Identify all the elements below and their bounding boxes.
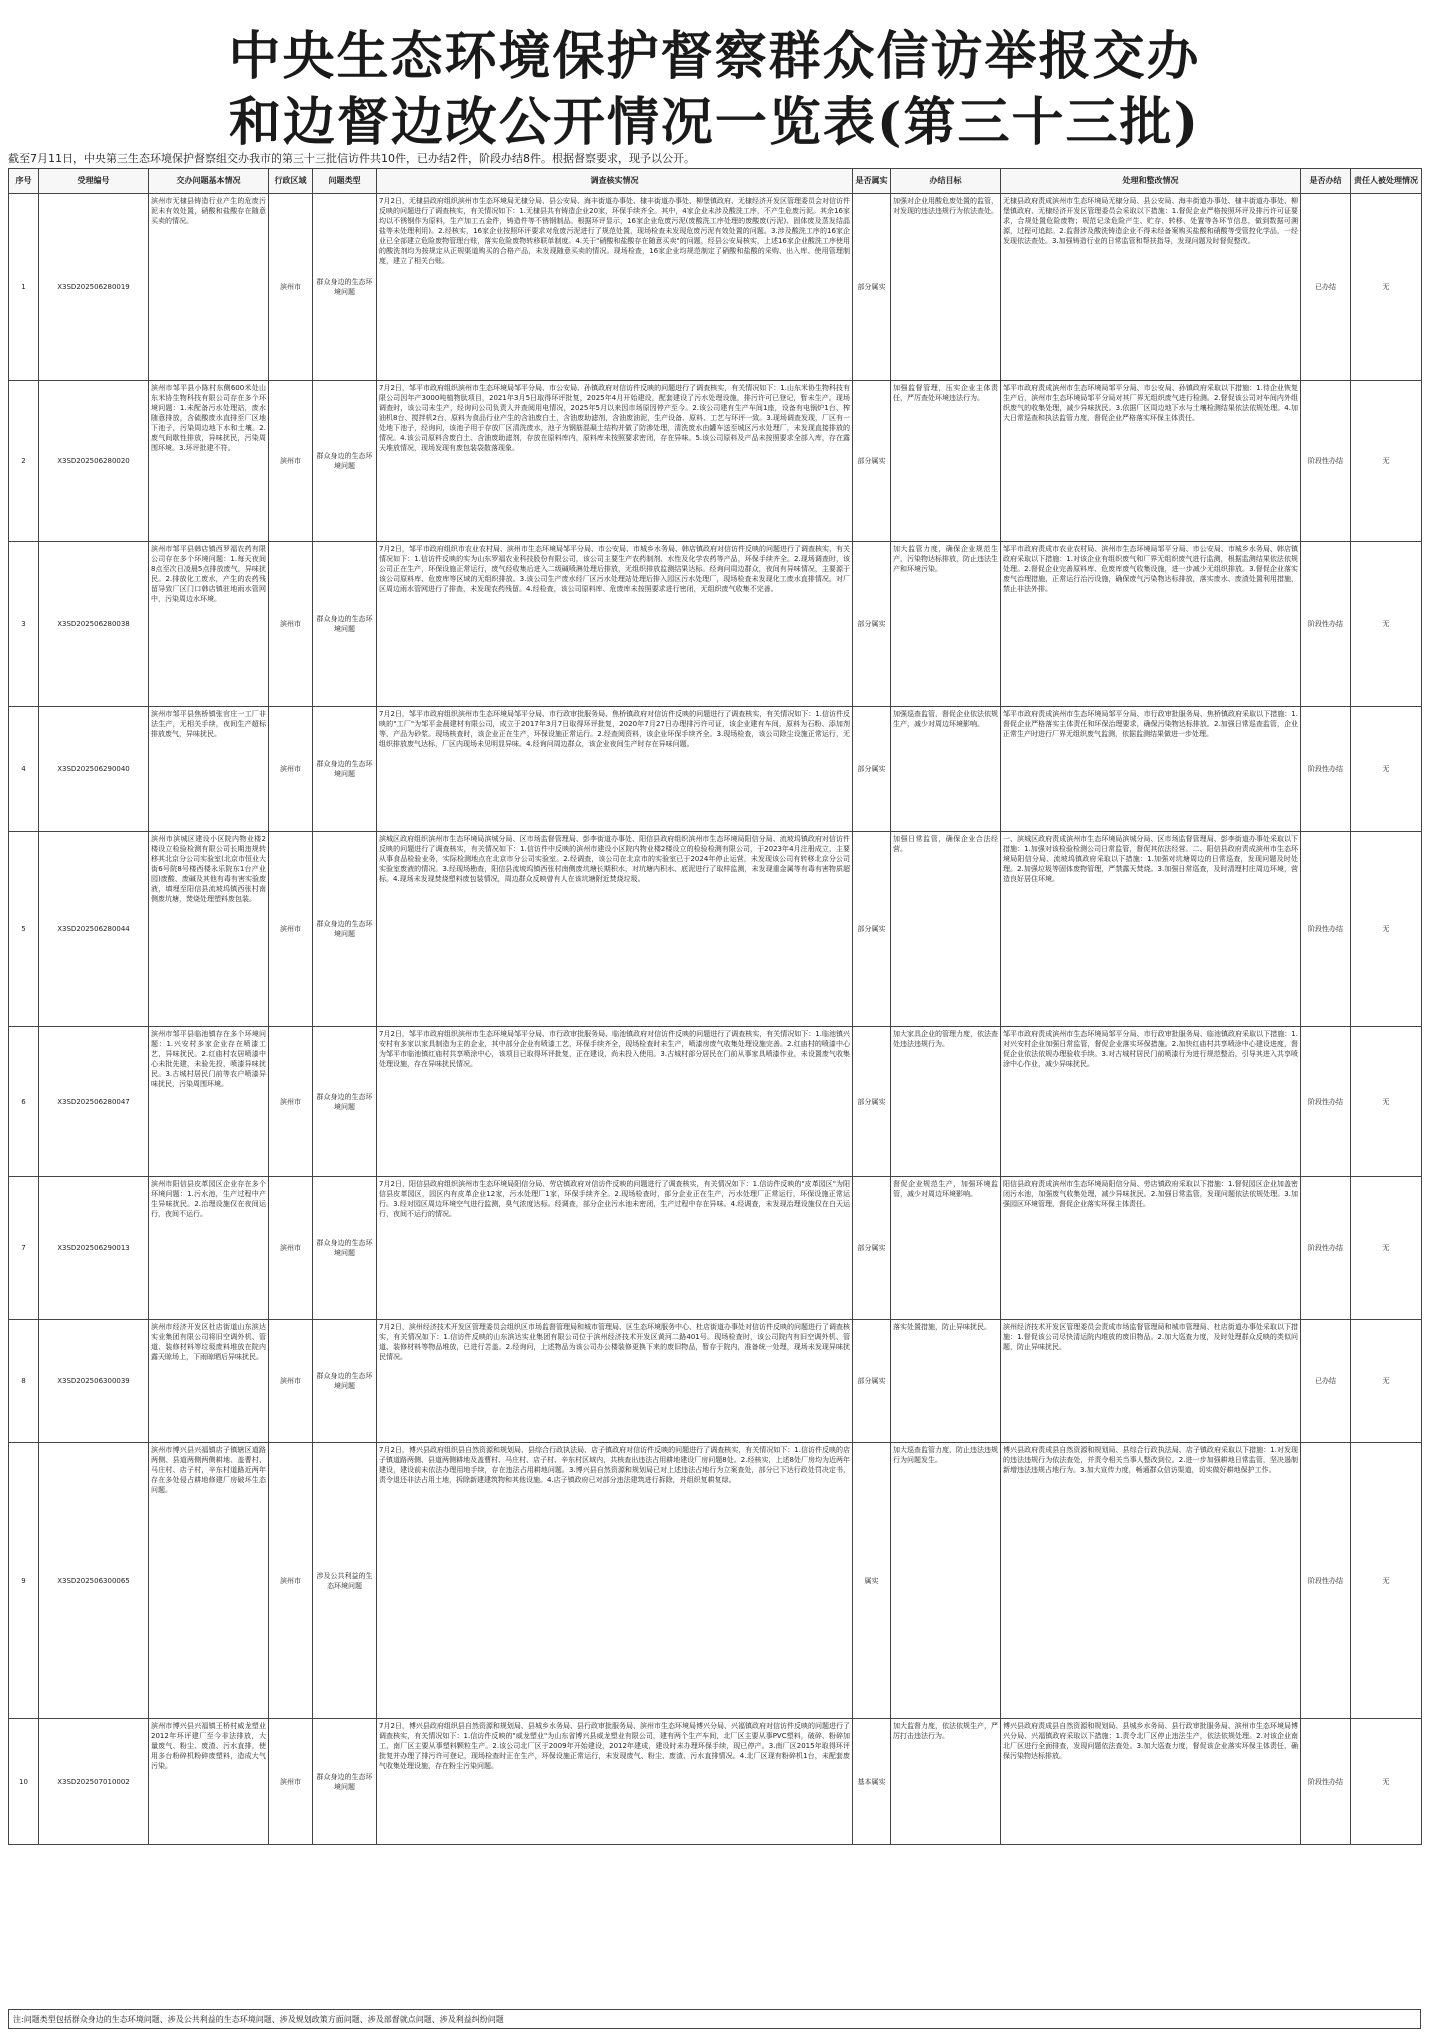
row-verified: 部分属实 [857, 620, 886, 628]
row-closed: 阶段性办结 [1308, 765, 1343, 773]
table-row [9, 542, 1422, 707]
row-verified: 部分属实 [857, 1097, 886, 1106]
row-code: X3SD202506280044 [57, 925, 130, 933]
col-accountable: 责任人被处理情况 [1351, 169, 1422, 194]
col-type: 问题类型 [313, 169, 377, 194]
row-accountable: 无 [1382, 457, 1390, 465]
row-closed-cell [1301, 381, 1351, 542]
row-closed: 阶段性办结 [1308, 925, 1343, 933]
row-issue: 滨州市邹平县临池镇存在多个环境问题：1.兴安村多家企业存在喷漆工艺，异味扰民。2.红庙村农居喷漆中心未批先建，未验先投，喷漆异味扰民。3.古城村居民门前等农户喷漆异味扰民，污染周围环境。 [151, 1030, 266, 1088]
row-seq-cell [9, 542, 39, 707]
row-district: 滨州市 [280, 1377, 301, 1385]
row-code-cell [39, 1320, 149, 1443]
row-investigation: 7月2日，博兴县政府组织县自然资源和规划局、县综合行政执法局、店子镇政府对信访件反映的问题进行了调查核实，有关情况如下：1.信访件反映的店子镇道路两侧、县道两侧耕地及盖曹村、马庄村、店子村、辛东村区域内，共核查出违法占用耕地建设厂房问题8处。2.经核实，上述8处厂房均为近两年建设，建设前未依法办理用地手续，存在违法占用耕地问题。3.博兴县自然资源和规划局已对上述违法占地行为立案查处，部分已下达行政处罚决定书，责令退还非法占用土地，拆除新建建筑物和其他设施。4.店子镇政府已对部分违法建筑进行拆除，并组织复耕复绿。 [379, 1446, 850, 1484]
row-district-cell [269, 194, 313, 381]
row-investigation-cell [377, 707, 853, 832]
col-district: 行政区域 [269, 169, 313, 194]
row-closed: 阶段性办结 [1308, 457, 1343, 465]
row-code-cell [39, 707, 149, 832]
row-goal-cell [891, 542, 1001, 707]
row-issue: 滨州市邹平县焦桥镇张官庄一工厂非法生产，无相关手续，夜间生产超标排放废气，异味扰民。 [151, 710, 266, 738]
col-seq: 序号 [9, 169, 39, 194]
row-code-cell [39, 1719, 149, 1845]
row-issue: 滨州市博兴县兴福镇店子镇辖区道路两侧、县道两侧两侧耕地、盖曹村、马庄村、店子村，辛东村道路近两年存在多处侵占耕地修建厂房破坏生态问题。 [151, 1446, 266, 1494]
row-accountable-cell [1351, 542, 1422, 707]
row-code: X3SD202506280047 [57, 1097, 130, 1106]
row-issue-cell [149, 194, 269, 381]
row-verified: 属实 [864, 1576, 879, 1585]
row-goal: 加大监督力度，依法依规生产，严厉打击违法行为。 [893, 1722, 998, 1740]
row-accountable-cell [1351, 1443, 1422, 1719]
row-accountable-cell [1351, 194, 1422, 381]
row-investigation: 7月2日，邹平市政府组织市农业农村局、滨州市生态环境局邹平分局、市公安局、市城乡水务局、韩店镇政府对信访件反映的问题进行了调查核实，有关情况如下：1.信访件反映的实为山东罗福农业科技股份有限公司，该公司主要生产农药制剂、水性及化学农药等产品，环保手续齐全。2.现场调查时，该公司正在生产，环保设施正常运行，废气经收集后进入二级碱喷淋处理后排放，无组织排放监测结果达标。经询问周边群众，夜间有异味情况，主要源于该公司原料库、危废库等区域的无组织排放。3.该公司生产废水经厂区污水处理站处理后排入园区污水处理厂，现场检查未发现化工废水直排情况。对厂区周边雨水管网进行了排查，未发现农药残留。4.经检查，该公司原料库、危废库未按照要求进行密闭，无组织废气收集不完善。 [379, 545, 850, 593]
row-goal: 加大家具企业的管理力度，依法查处违法违规行为。 [893, 1030, 998, 1048]
col-code: 受理编号 [39, 169, 149, 194]
row-investigation-cell [377, 1027, 853, 1177]
row-code: X3SD202506280019 [57, 283, 130, 291]
row-accountable: 无 [1382, 283, 1390, 291]
row-investigation: 7月2日，博兴县政府组织县自然资源和规划局、县城乡水务局、县行政审批服务局、滨州市生态环境局博兴分局、兴福镇政府对信访件反映的问题进行了调查核实，有关情况如下：1.信访件反映的"威龙塑业"为山东省博兴县威龙塑业有限公司，建有两个生产车间，北厂区主要从事PVC塑料，破碎、粉碎加工，南厂区主要从事塑料颗粒生产。2.该公司北厂区于2009年开始建设，2012年建成，建设时未办理环保手续，现已停产。3.南厂区2015年取得环评批复并办理了排污许可登记，现场检查时正在生产，环保设施正常运行，未发现废气、粉尘、废渣、污水直排情况。4.北厂区现有粉碎机1台，未配套废气收集处理设施，存在粉尘污染问题。 [379, 1722, 850, 1770]
row-seq-cell [9, 1719, 39, 1845]
row-issue: 滨州市经济开发区杜店街道山东滨达实业集团有限公司将旧空调外机、管道、装修材料等垃圾废料堆放在院内露天晾场上，下雨晾晒后异味扰民。 [151, 1323, 266, 1361]
row-code: X3SD202506300065 [57, 1576, 130, 1585]
row-seq: 7 [21, 1244, 26, 1252]
row-type: 群众身边的生态环境问题 [316, 1372, 373, 1390]
row-type: 群众身边的生态环境问题 [316, 1772, 373, 1791]
col-closed: 是否办结 [1301, 169, 1351, 194]
row-accountable: 无 [1382, 1097, 1390, 1106]
table-row [9, 1027, 1422, 1177]
table-row [9, 1320, 1422, 1443]
row-type-cell [313, 194, 377, 381]
row-goal: 加大监管力度，确保企业规范生产，污染物达标排放，防止违法生产和环境污染。 [893, 545, 998, 573]
row-verified-cell [853, 1719, 891, 1845]
row-closed: 阶段性办结 [1308, 620, 1343, 628]
row-closed: 阶段性办结 [1308, 1097, 1343, 1106]
row-district-cell [269, 1320, 313, 1443]
row-verified-cell [853, 381, 891, 542]
row-seq-cell [9, 1177, 39, 1320]
row-district-cell [269, 832, 313, 1027]
row-verified: 部分属实 [857, 765, 886, 773]
row-issue-cell [149, 542, 269, 707]
row-type-cell [313, 381, 377, 542]
row-code: X3SD202507010002 [57, 1777, 130, 1786]
row-accountable-cell [1351, 381, 1422, 542]
row-handling-cell [1001, 1320, 1301, 1443]
row-verified: 部分属实 [857, 283, 886, 291]
row-handling-cell [1001, 1719, 1301, 1845]
row-accountable: 无 [1382, 1377, 1390, 1385]
row-type: 群众身边的生态环境问题 [316, 1092, 373, 1111]
table-row [9, 707, 1422, 832]
row-issue-cell [149, 1443, 269, 1719]
row-issue: 滨州市博兴县兴福镇王桥村威龙塑业2012年环评建厂至今非法排放，大量废气、粉尘、废渣、污水直排，使用多台粉碎机粉碎废塑料，造成大气污染。 [151, 1722, 266, 1770]
row-investigation: 滨城区政府组织滨州市生态环境局滨城分局、区市场监督管理局、彭李街道办事处、阳信县政府组织滨州市生态环境局阳信分局、流坡坞镇政府对信访件反映的问题进行了调查核实，有关情况如下：1.信访件中反映的滨州市建设小区院内物业楼2楼设立的检验检测有限公司，于2023年4月注册成立，主要从事食品检验业务，实际检测地点在北京市分公司实验室。2.经调查，该公司在北京市的实验室已于2024年停止运营，未发现该公司有转移北京分公司实验室废液的情况。3.经现场勘查，阳信县流坡坞镇西张村南侧废坑塘长期积水，对坑塘内积水、底泥进行了取样监测，未发现重金属等有毒有害物质超标。4.现场未发现焚烧塑料废包装情况，周边群众反映曾有人在该坑塘附近焚烧垃圾。 [379, 835, 850, 883]
row-closed: 阶段性办结 [1308, 1576, 1343, 1585]
row-verified: 部分属实 [857, 457, 886, 465]
row-issue-cell [149, 1719, 269, 1845]
row-type-cell [313, 707, 377, 832]
row-issue-cell [149, 832, 269, 1027]
row-closed-cell [1301, 194, 1351, 381]
row-handling-cell [1001, 1177, 1301, 1320]
row-type-cell [313, 1719, 377, 1845]
row-seq: 10 [19, 1777, 28, 1786]
row-seq: 4 [21, 765, 26, 773]
row-district-cell [269, 542, 313, 707]
row-handling: 阳信县政府责成滨州市生态环境局阳信分局、劳店镇政府采取以下措施：1.督促园区企业加盖密闭污水池，加强废气收集处理，减少异味扰民。2.加强日常监管，发现问题依法依规处理。3.加强园区环境管理，督促企业落实环保主体责任。 [1003, 1180, 1298, 1208]
row-district-cell [269, 381, 313, 542]
row-code: X3SD202506300039 [57, 1377, 130, 1385]
row-verified-cell [853, 542, 891, 707]
row-verified: 部分属实 [857, 1377, 886, 1385]
row-investigation-cell [377, 832, 853, 1027]
row-verified: 部分属实 [857, 1244, 886, 1252]
row-closed: 阶段性办结 [1308, 1777, 1343, 1786]
row-seq-cell [9, 1320, 39, 1443]
row-issue: 滨州市邹平县小陈村东侧600米处山东米协生物科技有限公司存在多个环境问题：1.未配备污水处理站，废水随意排放，含硫酸废水直排至厂区地下池子，污染周边地下水和土壤。2.废气间歇性排放，异味扰民，污染周围环境。3.环评批建不符。 [151, 384, 266, 452]
row-goal: 加大巡查监管力度，防止违法违规行为问题发生。 [893, 1446, 998, 1464]
row-type-cell [313, 1320, 377, 1443]
row-verified-cell [853, 832, 891, 1027]
row-seq-cell [9, 381, 39, 542]
row-code: X3SD202506280038 [57, 620, 130, 628]
row-handling-cell [1001, 832, 1301, 1027]
row-handling: 滨州经济技术开发区管理委员会责成市场监督管理局和城市管理局、杜店街道办事处采取以下措施：1.督促该公司尽快清运院内堆放的废旧物品。2.加大巡查力度，及时处理群众反映的类似问题，防止异味扰民。 [1003, 1323, 1298, 1351]
table-row [9, 194, 1422, 381]
row-seq: 9 [21, 1576, 26, 1585]
row-seq: 2 [21, 457, 26, 465]
row-handling-cell [1001, 381, 1301, 542]
petition-table [8, 168, 1422, 1845]
row-goal-cell [891, 1719, 1001, 1845]
row-accountable-cell [1351, 832, 1422, 1027]
row-verified-cell [853, 1443, 891, 1719]
row-issue-cell [149, 381, 269, 542]
row-handling: 一、滨城区政府责成滨州市生态环境局滨城分局、区市场监督管理局、彭李街道办事处采取以下措施：1.加强对该检验检测公司日常监管，督促其依法经营。二、阳信县政府责成滨州市生态环境局阳信分局、流坡坞镇政府采取以下措施：1.加强对坑塘周边的日常巡查，发现问题及时处理。2.加强垃圾等固体废物管理，严禁露天焚烧。3.加强日常巡查，及时清理村庄周边环境，营造良好居住环境。 [1003, 835, 1298, 883]
table-header-row [9, 169, 1422, 194]
table-row [9, 1443, 1422, 1719]
table-row [9, 1719, 1422, 1845]
row-type: 群众身边的生态环境问题 [316, 615, 373, 633]
row-closed: 已办结 [1315, 1377, 1336, 1385]
row-accountable-cell [1351, 1320, 1422, 1443]
row-district-cell [269, 1177, 313, 1320]
row-code: X3SD202506290013 [57, 1244, 130, 1252]
row-seq-cell [9, 194, 39, 381]
row-verified-cell [853, 1320, 891, 1443]
row-district-cell [269, 1027, 313, 1177]
row-district: 滨州市 [280, 1244, 301, 1252]
row-type-cell [313, 1027, 377, 1177]
row-handling-cell [1001, 1027, 1301, 1177]
row-handling-cell [1001, 1443, 1301, 1719]
row-goal-cell [891, 1177, 1001, 1320]
row-goal: 加强对企业用酸危废处置的监管，对发现的违法违规行为依法查处。 [893, 197, 998, 215]
row-investigation-cell [377, 381, 853, 542]
row-type: 群众身边的生态环境问题 [316, 760, 373, 778]
row-code-cell [39, 1177, 149, 1320]
title-line-1: 中央生态环境保护督察群众信访举报交办 [228, 26, 1201, 87]
title-line-2: 和边督边改公开情况一览表(第三十三批) [228, 92, 1201, 153]
row-goal: 加强巡查监管，督促企业依法依规生产，减少对周边环境影响。 [893, 710, 998, 728]
row-code-cell [39, 542, 149, 707]
row-goal-cell [891, 1027, 1001, 1177]
row-investigation: 7月2日，无棣县政府组织滨州市生态环境局无棣分局、县公安局、海丰街道办事处、棣丰街道办事处、柳堡镇政府、无棣经济开发区管理委员会对信访件反映的问题进行了调查核实，有关情况如下：1.无棣县共有铸造企业20家，环保手续齐全。其中，4家企业未涉及酸洗工序，不产生危废污泥。其余16家均以不锈钢作为原料，生产加工五金件，铸造件等不锈钢制品。根据环评显示，16家企业危废污泥(废酸洗工序处理的废酸废(污泥)、固体废及蒸发结晶盐等未处理利用)。2.经核实，16家企业按照环评要求对危废污泥进行了规范处置，现场检查未发现危废污泥有效处置的问题。3.涉及酸洗工序的16家企业已全部建立危险废物管理台账，落实危险废物转移联单制度。4.关于"硝酸和盐酸存在随意买卖"的问题，经县公安局核实，上述16家企业酸洗工序使用的酸洗剂均为按规定从正规渠道购买的合格产品，未发现随意买卖的情况。现场检查，16家企业均规范制定了硝酸和盐酸的采购、出入库、使用管理制度，建立了相关台账。 [379, 197, 850, 265]
row-handling: 无棣县政府责成滨州市生态环境局无棣分局、县公安局、海丰街道办事处、棣丰街道办事处、柳堡镇政府、无棣经济开发区管理委员会采取以下措施：1.督促企业严格按照环评及排污许可证要求，合规处置危险废物；规范记录危险产生、贮存、转移、处置等各环节信息，做到数据可溯源，过程可追踪。2.监督涉及酸洗铸造企业不得未经备案购买盐酸和硝酸等受管控化学品，一经发现依法查处。3.加强铸造行业的日常监管和帮扶指导，发现问题及时督促整改。 [1003, 197, 1298, 245]
row-handling: 邹平市政府责成滨州市生态环境局邹平分局、市公安局、孙镇政府采取以下措施：1.待企业恢复生产后，滨州市生态环境局邹平分局对其厂界无组织废气进行检测。2.督促该公司对车间内外组织废气的收集处理，减少异味扰民。3.依据厂区周边地下水与土壤检测结果依法依规处理。4.加大日常巡查和执法监管力度，督促企业严格落实环保主体责任。 [1003, 384, 1298, 422]
row-code-cell [39, 194, 149, 381]
row-issue: 滨州市滨城区建设小区院内物业楼2楼设立检验检测有限公司长期违规转移其北京分公司实验室(北京市恒业大街6号院8号楼西楼永乐院东1台产业园)废酸、废碱及其他有毒有害实验废液，填埋至阳信县流坡坞镇西张村南侧废坑塘，焚烧处理塑料废包装。 [151, 835, 266, 903]
row-type: 群众身边的生态环境问题 [316, 278, 373, 296]
row-investigation: 7月2日，邹平市政府组织滨州市生态环境局邹平分局、市行政审批服务局、临池镇政府对信访件反映的问题进行了调查核实，有关情况如下：1.临池镇兴安村有多家以家具制造为主的企业，其中部分企业有喷漆工艺，环保手续齐全，现场检查时未生产，喷漆房废气收集处理设施完善。2.红庙村的喷漆中心为邹平市临池镇红庙村共享喷涂中心，该项目已取得环评批复，正在建设，尚未投入使用。3.古城村部分居民在门前从事家具喷漆作业，未设置废气收集处理设施，存在异味扰民情况。 [379, 1030, 850, 1068]
col-handling: 处理和整改情况 [1001, 169, 1301, 194]
row-code-cell [39, 832, 149, 1027]
row-investigation-cell [377, 1177, 853, 1320]
row-closed-cell [1301, 832, 1351, 1027]
row-seq: 5 [21, 925, 26, 933]
row-code-cell [39, 1443, 149, 1719]
row-district: 滨州市 [280, 620, 301, 628]
row-closed-cell [1301, 1320, 1351, 1443]
row-goal-cell [891, 1443, 1001, 1719]
row-goal-cell [891, 707, 1001, 832]
row-closed-cell [1301, 707, 1351, 832]
row-type: 群众身边的生态环境问题 [316, 1239, 373, 1257]
row-closed-cell [1301, 1443, 1351, 1719]
row-goal-cell [891, 194, 1001, 381]
row-accountable-cell [1351, 707, 1422, 832]
table-row [9, 1177, 1422, 1320]
row-seq-cell [9, 832, 39, 1027]
table-row [9, 381, 1422, 542]
row-verified-cell [853, 194, 891, 381]
row-district: 滨州市 [280, 765, 301, 773]
row-seq-cell [9, 707, 39, 832]
row-closed-cell [1301, 1027, 1351, 1177]
row-verified-cell [853, 707, 891, 832]
row-type: 群众身边的生态环境问题 [316, 920, 373, 938]
row-investigation-cell [377, 194, 853, 381]
row-type-cell [313, 542, 377, 707]
row-type-cell [313, 1177, 377, 1320]
intro-text: 截至7月11日，中央第三生态环境保护督察组交办我市的第三十三批信访件共10件，已办结2件，阶段办结8件。根据督察要求，现予以公开。 [8, 152, 695, 165]
row-accountable: 无 [1382, 620, 1390, 628]
col-investigation: 调查核实情况 [377, 169, 853, 194]
row-accountable: 无 [1382, 1244, 1390, 1252]
table-row [9, 832, 1422, 1027]
row-investigation: 7月2日，邹平市政府组织滨州市生态环境局邹平分局、市公安局、孙镇政府对信访件反映的问题进行了调查核实，有关情况如下：1.山东米协生物科技有限公司因年产3000吨植物肽项目，2021年3月5日取得环评批复，2025年4月开始建设，配套建设了污水处理设施，排污许可已登记，暂未生产。现场调查时，该公司未生产，经询问公司负责人并查阅用电情况，2025年5月以来因市场原因停产至今。2.该公司建有生产车间1座，设备有电锅炉1台、榨油机8台、搅拌机2台，原料为食品行业产生的含油废白土，含油废助滤剂，含油废油泥，生产设备、原料、工艺与环评一致。3.现场调查发现，厂区有一处地下池子，经询问，该池子用于存放厂区清洗废水，池子为钢筋混凝土结构并做了防渗处理，清洗废水由罐车送至城区污水处理厂，未发现直接排放的情况。4.该公司原料含废白土、含油废助滤剂，存放在原料库内，原料库未按照要求密闭，存在异味。5.该公司原料及产品未按照要求全部入库，存在露天堆放情况，现场发现有废包装袋散落现象。 [379, 384, 850, 452]
row-investigation-cell [377, 1719, 853, 1845]
row-district-cell [269, 1719, 313, 1845]
row-district: 滨州市 [280, 1097, 301, 1106]
row-handling: 邹平市政府责成滨州市生态环境局邹平分局、市行政审批服务局、临池镇政府采取以下措施：1.对兴安村企业加强日常监管，督促企业落实环保措施。2.加快红庙村共享喷涂中心建设进度，督促企业依法依规办理验收手续。3.对古城村居民门前喷漆行为进行规范整治，引导其进入共享喷涂中心作业，减少异味扰民。 [1003, 1030, 1298, 1068]
row-handling: 博兴县政府责成县自然资源和规划局、县综合行政执法局、店子镇政府采取以下措施：1.对发现的违法违规行为依法查处，并责令相关当事人整改到位。2.进一步加强耕地日常监管，坚决遏制新增违法违规占地行为。3.加大宣传力度，畅通群众信访渠道，切实做好耕地保护工作。 [1003, 1446, 1298, 1474]
row-type: 群众身边的生态环境问题 [316, 452, 373, 470]
row-issue: 滨州市阳信县皮革园区企业存在多个环境问题：1.污水池，生产过程中产生异味扰民。2.治理设施仅在夜间运行，夜间不运行。 [151, 1180, 266, 1218]
row-goal: 加强监督管理，压实企业主体责任，严厉查处环境违法行为。 [893, 384, 998, 402]
row-issue: 滨州市无棣县铸造行业产生的危废污泥未有效处置，硝酸和盐酸存在随意买卖的情况。 [151, 197, 266, 225]
row-issue-cell [149, 1027, 269, 1177]
row-closed: 阶段性办结 [1308, 1244, 1343, 1252]
row-closed-cell [1301, 542, 1351, 707]
row-seq: 6 [21, 1097, 26, 1106]
row-type-cell [313, 1443, 377, 1719]
row-seq: 1 [21, 283, 26, 291]
row-verified: 基本属实 [857, 1777, 886, 1786]
row-seq-cell [9, 1443, 39, 1719]
col-verified: 是否属实 [853, 169, 891, 194]
row-goal: 落实处置措施，防止异味扰民。 [893, 1323, 991, 1331]
col-goal: 办结目标 [891, 169, 1001, 194]
row-seq: 8 [21, 1377, 26, 1385]
row-accountable: 无 [1382, 1576, 1390, 1585]
table-body [9, 194, 1422, 1845]
row-accountable: 无 [1382, 765, 1390, 773]
row-closed-cell [1301, 1719, 1351, 1845]
row-investigation-cell [377, 1320, 853, 1443]
row-issue-cell [149, 1177, 269, 1320]
row-issue-cell [149, 1320, 269, 1443]
row-investigation: 7月2日，阳信县政府组织滨州市生态环境局阳信分局、劳店镇政府对信访件反映的问题进行了调查核实，有关情况如下：1.信访件反映的"皮革园区"为阳信县皮革园区，园区内有皮革企业12家，污水处理厂1家，环保手续齐全。2.现场检查时，部分企业正在生产，污水处理厂正常运行，环保设施正常运行。3.经对园区周边环境空气进行监测，臭气浓度达标。经调查，部分企业污水池未密闭，生产过程中存在异味。4.经调查，未发现治理设施仅在白天运行，夜间不运行的情况。 [379, 1180, 850, 1218]
row-district: 滨州市 [280, 283, 301, 291]
row-handling-cell [1001, 542, 1301, 707]
row-accountable-cell [1351, 1177, 1422, 1320]
row-handling-cell [1001, 194, 1301, 381]
row-district: 滨州市 [280, 1576, 301, 1585]
row-investigation: 7月2日，滨州经济技术开发区管理委员会组织区市场监督管理局和城市管理局、区生态环境服务中心、杜店街道办事处对信访件反映的问题进行了调查核实，有关情况如下：1.信访件反映的山东滨达实业集团有限公司位于滨州经济技术开发区黄河二路401号。现场检查时，该公司院内有旧空调外机、管道、装修材料等物品堆放，已进行苫盖。2.经询问，上述物品为该公司办公楼装修更换下来的废旧物品，暂存于院内，准备统一处理，现场未发现异味扰民情况。 [379, 1323, 850, 1361]
row-district-cell [269, 707, 313, 832]
footnote: 注:问题类型包括群众身边的生态环境问题、涉及公共利益的生态环境问题、涉及规划政策方面问题、涉及部督就点问题、涉及利益纠纷问题 [8, 2009, 1421, 2029]
row-handling: 邹平市政府责成市农业农村局、滨州市生态环境局邹平分局、市公安局、市城乡水务局、韩店镇政府采取以下措施：1.对该企业有组织废气和厂界无组织废气进行监测，根据监测结果依法依规处理。2.督促企业完善原料库、危废库废气收集设施，进一步减少无组织排放。3.督促企业落实废气治理措施，正常运行治污设施，确保废气污染物达标排放，落实废水、废渣处置利用措施，禁止非法外排。 [1003, 545, 1298, 593]
row-investigation-cell [377, 1443, 853, 1719]
row-code-cell [39, 1027, 149, 1177]
row-district: 滨州市 [280, 457, 301, 465]
row-district: 滨州市 [280, 1777, 301, 1786]
row-issue-cell [149, 707, 269, 832]
row-district: 滨州市 [280, 925, 301, 933]
row-seq-cell [9, 1027, 39, 1177]
row-handling: 博兴县政府责成县自然资源和规划局、县城乡水务局、县行政审批服务局、滨州市生态环境局博兴分局、兴福镇政府采取以下措施：1.责令北厂区停止违法生产，依法依规处理。2.对该企业南北厂区进行全面排查，发现问题依法查处。3.加大巡查力度，督促该企业落实环保主体责任，确保污染物达标排放。 [1003, 1722, 1298, 1760]
col-issue: 交办问题基本情况 [149, 169, 269, 194]
row-accountable: 无 [1382, 1777, 1390, 1786]
row-accountable: 无 [1382, 925, 1390, 933]
row-code: X3SD202506280020 [57, 457, 130, 465]
row-accountable-cell [1351, 1027, 1422, 1177]
row-goal-cell [891, 1320, 1001, 1443]
row-goal-cell [891, 381, 1001, 542]
row-verified-cell [853, 1027, 891, 1177]
row-investigation: 7月2日，邹平市政府组织滨州市生态环境局邹平分局、市行政审批服务局、焦桥镇政府对信访件反映的问题进行了调查核实，有关情况如下：1.信访件反映的"工厂"为邹平金晨建材有限公司，成立于2017年3月7日取得环评批复，2020年7月27日办理排污许可证，该企业建有车间，原料为石粉、添加剂等，产品为砂浆。现场核查时，该企业正在生产，环保设施正常运行。2.经查阅资料，该企业环保手续齐全。3.现场检查，该公司除尘设施正常运行，无组织排放废气达标，厂区内现场未见明显异味。4.经询问周边群众，该企业夜间生产时存在异味问题。 [379, 710, 850, 748]
row-type: 涉及公共利益的生态环境问题 [316, 1571, 373, 1590]
row-type-cell [313, 832, 377, 1027]
row-verified: 部分属实 [857, 925, 886, 933]
row-goal-cell [891, 832, 1001, 1027]
row-closed-cell [1301, 1177, 1351, 1320]
row-seq: 3 [21, 620, 26, 628]
row-handling: 邹平市政府责成滨州市生态环境局邹平分局、市行政审批服务局、焦桥镇政府采取以下措施：1.督促企业严格落实主体责任和环保治理要求，确保污染物达标排放。2.加强日常巡查监管，企业正常生产时进行厂界无组织废气监测，依据监测结果做进一步处理。 [1003, 710, 1298, 738]
row-goal: 督促企业规范生产，加强环境监管，减少对周边环境影响。 [893, 1180, 998, 1198]
row-issue: 滨州市邹平县韩店镇西罗福农药有限公司存在多个环境问题：1.每天夜间8点至次日凌晨5点排放废气，异味扰民。2.排放化工废水，产生的农药残留导致厂区门口韩店镇驻地雨水管网中，污染周边水环境。 [151, 545, 266, 603]
row-goal: 加强日常监管，确保企业合法经营。 [893, 835, 998, 853]
row-code: X3SD202506290040 [57, 765, 130, 773]
row-investigation-cell [377, 542, 853, 707]
row-code-cell [39, 381, 149, 542]
row-handling-cell [1001, 707, 1301, 832]
row-closed: 已办结 [1315, 283, 1336, 291]
row-accountable-cell [1351, 1719, 1422, 1845]
row-verified-cell [853, 1177, 891, 1320]
row-district-cell [269, 1443, 313, 1719]
